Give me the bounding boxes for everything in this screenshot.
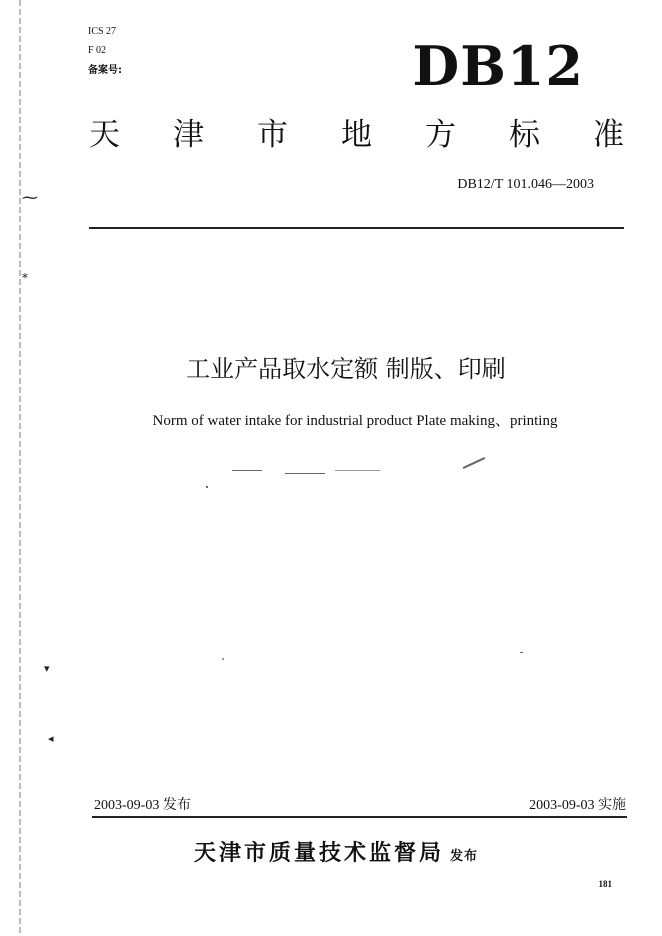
header-divider: [89, 227, 624, 229]
scan-mark: ⁓: [22, 188, 38, 207]
standard-type-char: 天: [89, 117, 120, 153]
scan-mark: ▾: [44, 662, 50, 675]
classification-code: F 02: [88, 45, 107, 56]
publisher-suffix: 发布: [450, 849, 479, 864]
scan-edge: [19, 0, 21, 936]
scan-speck: [206, 486, 208, 488]
scan-speck: [520, 652, 523, 653]
standard-type-char: 地: [341, 117, 372, 153]
standard-number: DB12/T 101.046—2003: [457, 177, 594, 192]
standard-type-char: 市: [257, 117, 288, 153]
standard-type-char: 方: [425, 117, 456, 153]
publisher: [194, 840, 478, 871]
publisher-name: 天津市质量技术监督局: [194, 841, 445, 866]
footer-divider: [92, 816, 627, 818]
scan-speck: [335, 470, 380, 471]
page-number: 181: [598, 879, 612, 889]
issue-date: 2003-09-03 发布: [94, 798, 191, 813]
filing-number-label: 备案号:: [88, 65, 122, 76]
scan-speck: [232, 470, 262, 471]
scan-mark: ⁎: [22, 267, 28, 281]
standard-type-char: 准: [593, 117, 624, 153]
standard-type-title: [89, 117, 624, 153]
document-title-zh: 工业产品取水定额 制版、印刷: [186, 355, 506, 383]
scan-mark: ◂: [48, 732, 54, 745]
scan-speck: [222, 658, 224, 660]
standard-code: DB12: [412, 34, 584, 98]
implementation-date: 2003-09-03 实施: [529, 798, 626, 813]
standard-type-char: 标: [509, 117, 540, 153]
scan-speck: [285, 473, 325, 474]
scan-speck: [463, 457, 486, 469]
ics-code: ICS 27: [88, 26, 117, 37]
document-title-en: Norm of water intake for industrial product Plate making、printing: [152, 413, 558, 429]
standard-type-char: 津: [173, 117, 204, 153]
